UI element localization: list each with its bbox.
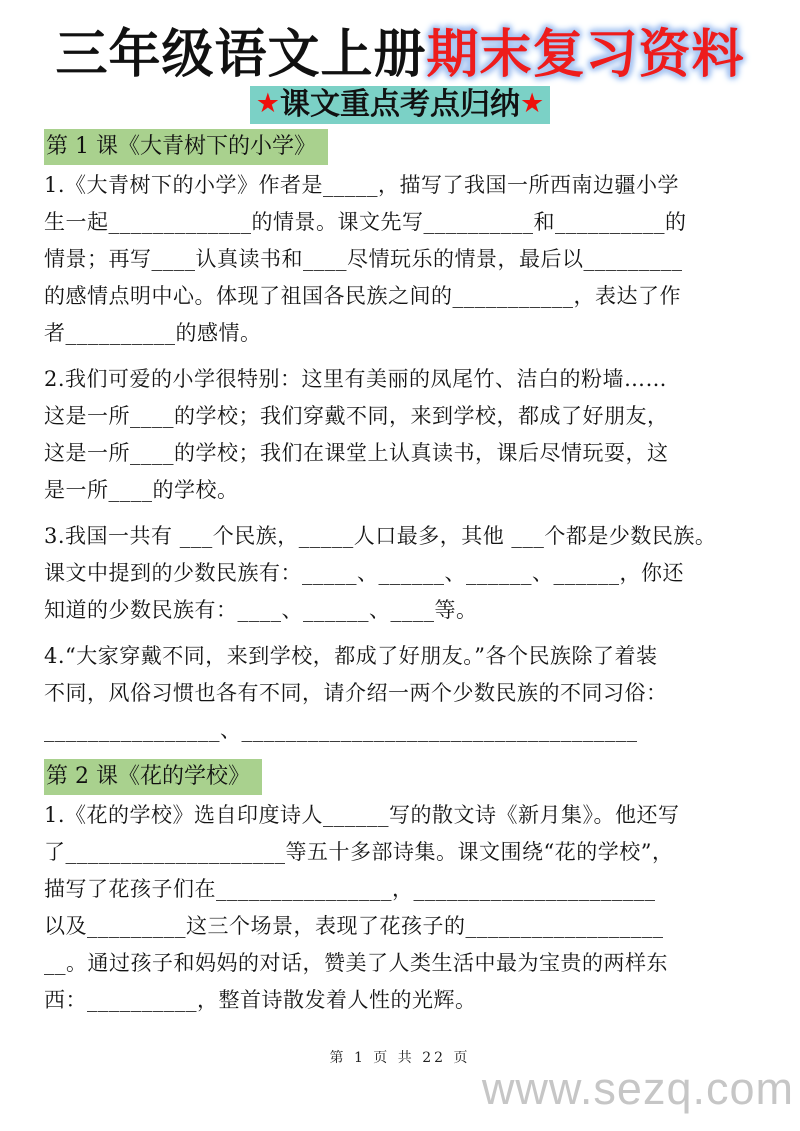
text-line: ________________、____________________________________ [44, 718, 638, 743]
text-line: 了____________________等五十多部诗集。课文围绕“花的学校”， [44, 840, 674, 865]
text-line: 情景；再写____认真读书和____尽情玩乐的情景，最后以_________ [44, 247, 683, 272]
text-line: 这是一所____的学校；我们在课堂上认真读书，课后尽情玩耍，这 [44, 441, 669, 466]
text-line: 是一所____的学校。 [44, 478, 239, 503]
paragraph [44, 518, 756, 629]
text-line: 1.《花的学校》选自印度诗人______写的散文诗《新月集》。他还写 [44, 803, 680, 828]
text-line: 的感情点明中心。体现了祖国各民族之间的___________，表达了作 [44, 284, 681, 309]
text-line: __。通过孩子和妈妈的对话，赞美了人类生活中最为宝贵的两样东 [44, 951, 668, 976]
text-line: 生一起_____________的情景。课文先写__________和__________的 [44, 210, 687, 235]
text-line: 知道的少数民族有：____、______、____等。 [44, 598, 478, 623]
text-line: 课文中提到的少数民族有：_____、______、______、______，你还 [44, 561, 684, 586]
paragraph [44, 797, 756, 1019]
section-header-row [44, 128, 756, 165]
subtitle-row [0, 86, 800, 124]
page-title [0, 0, 800, 85]
subtitle-text: 课文重点考点归纳 [280, 87, 520, 123]
text-line: 2.我们可爱的小学很特别：这里有美丽的凤尾竹、洁白的粉墙…… [44, 367, 668, 392]
section-header: 第 1 课《大青树下的小学》 [44, 129, 328, 165]
title-course-name: 三年级语文上册 [55, 24, 427, 85]
star-left-icon: ★ [255, 88, 280, 120]
text-line: 4.“大家穿戴不同，来到学校，都成了好朋友。”各个民族除了着装 [44, 644, 658, 669]
text-line: 这是一所____的学校；我们穿戴不同，来到学校，都成了好朋友， [44, 404, 669, 429]
star-right-icon: ★ [520, 88, 545, 120]
text-line: 西：__________，整首诗散发着人性的光辉。 [44, 988, 477, 1013]
text-line: 1.《大青树下的小学》作者是_____，描写了我国一所西南边疆小学 [44, 173, 680, 198]
watermark: www.sezq.com [481, 1063, 794, 1114]
subtitle-banner [250, 86, 550, 124]
paragraph [44, 638, 756, 749]
document-body [44, 128, 756, 1019]
title-highlight: 期末复习资料 [426, 24, 745, 85]
section-header-row [44, 758, 756, 795]
paragraph [44, 361, 756, 509]
text-line: 描写了花孩子们在________________，______________________ [44, 877, 656, 902]
text-line: 不同，风俗习惯也各有不同，请介绍一两个少数民族的不同习俗： [44, 681, 668, 706]
section-header: 第 2 课《花的学校》 [44, 759, 262, 795]
text-line: 3.我国一共有 ___个民族，_____人口最多，其他 ___个都是少数民族。 [44, 524, 717, 549]
text-line: 者__________的感情。 [44, 321, 262, 346]
page-number: 第 1 页 共 22 页 [329, 1050, 471, 1066]
paragraph [44, 167, 756, 352]
text-line: 以及_________这三个场景，表现了花孩子的__________________ [44, 914, 664, 939]
